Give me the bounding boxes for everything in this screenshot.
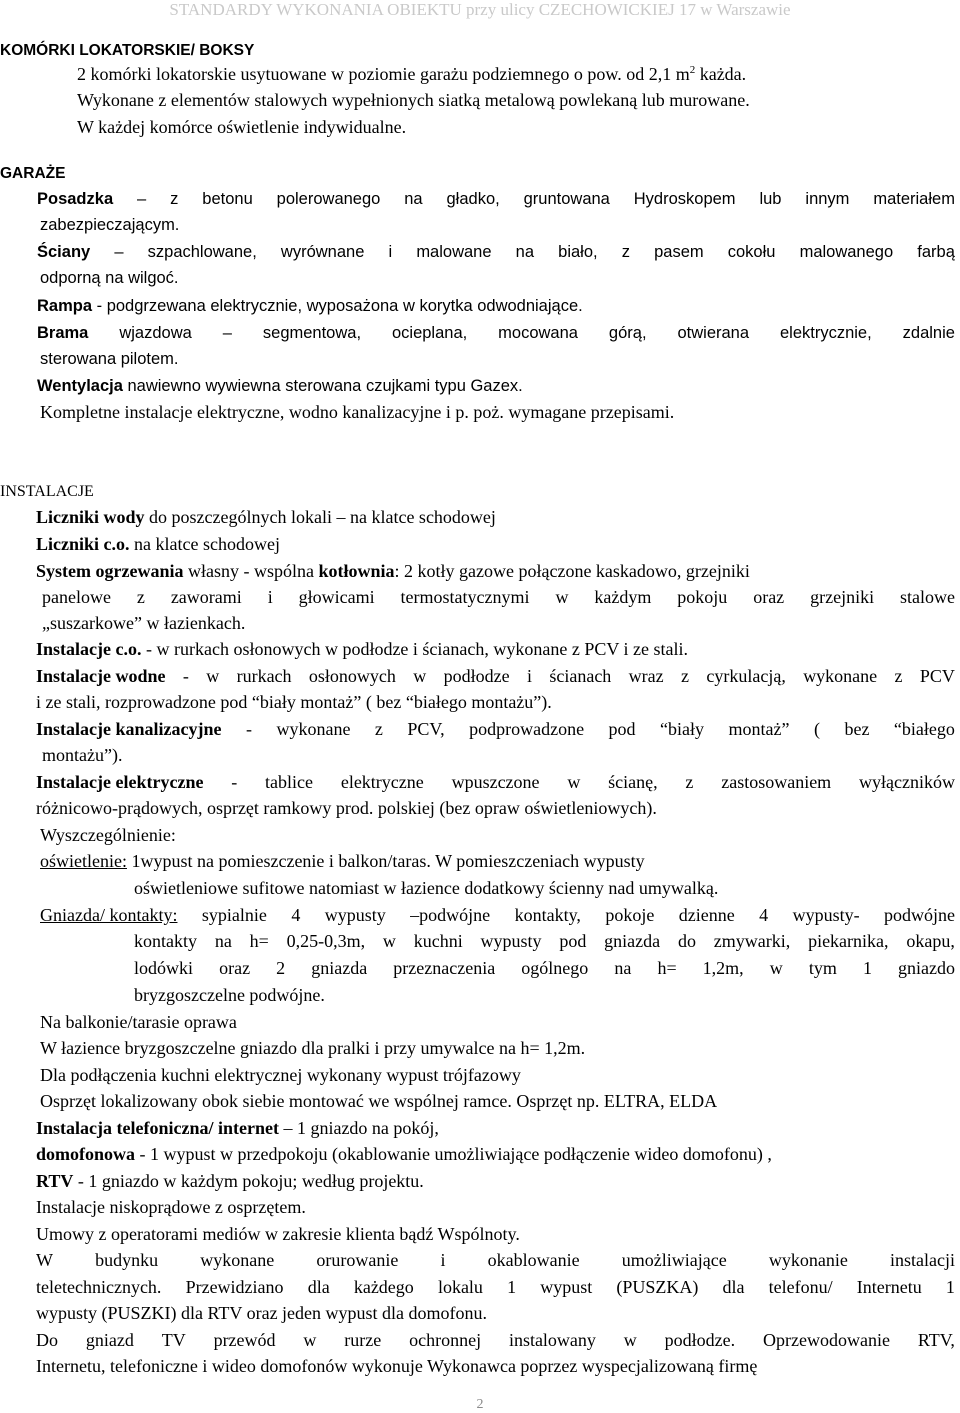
text-word [36,665,166,687]
text-word: wypusty [480,931,542,951]
text-word: farbą [917,243,955,261]
komorki-line-1 [77,63,746,85]
domofon-line [36,1143,772,1165]
page-number: 2 [476,1397,484,1412]
garaze-wentylacja [37,375,523,397]
text-word: teletechnicznych. [36,1277,162,1297]
lazienka-line: W łazience bryzgoszczelne gniazdo dla pralki i przy umywalce na h= 1,2m. [40,1038,586,1058]
text-word: na [614,958,632,978]
text-word: panelowe [42,587,111,607]
text-word: w [567,772,581,792]
text-word: wykonane [276,719,351,739]
text-word: w [303,1330,317,1350]
text-word: 4 [291,905,301,925]
text-word: na [214,931,232,951]
text-run: System ogrzewania [36,561,184,581]
telefoniczna-line [36,1117,439,1139]
text-word: i [267,587,273,607]
gniazda-line-3 [134,957,955,979]
niskopradowe-line: Instalacje niskoprądowe z osprzętem. [36,1197,306,1217]
text-word: 1 [945,1277,955,1297]
text-run: Instalacja telefoniczna/ internet [36,1118,279,1138]
text-word: umożliwiające [621,1250,727,1270]
text-run: każda. [695,64,747,84]
text-word [36,718,221,740]
gniazda-line-1 [40,904,955,926]
tv-line-2: Internetu, telefoniczne i wideo domofonów wykonuje Wykonawca poprzez wyspecjalizowaną firmę [36,1356,758,1376]
komorki-line-2: Wykonane z elementów stalowych wypełnionych siatką metalową powlekaną lub murowane. [77,90,750,110]
text-word: PCV [919,666,955,686]
text-word: wpuszczone [451,772,540,792]
text-run: na klatce schodowej [129,534,280,554]
text-word [36,771,203,793]
text-run: Rampa [37,297,93,315]
text-word: z [685,772,694,792]
text-word: z [170,190,179,208]
text-word: h= [657,958,677,978]
text-word: – [222,324,232,342]
text-run: domofonowa [36,1144,136,1164]
wyszczegolnienie-label: Wyszczególnienie: [40,825,176,845]
text-word [37,322,88,344]
text-word: segmentowa, [262,324,362,342]
text-word: 1 [862,958,872,978]
text-word [37,241,90,263]
text-word: – [137,190,147,208]
text-run: - 1 wypust w przedpokoju (okablowanie umożliwiające podłączenie wideo domofonu) , [135,1144,772,1164]
text-word: innym [805,190,850,208]
text-word: W [36,1250,53,1270]
text-word: z [621,243,630,261]
text-word: ( [813,719,820,739]
text-word: pokoje [605,905,655,925]
text-word: każdego [353,1277,414,1297]
text-word: ścianach [549,666,612,686]
text-run: kotłownia [318,561,395,581]
text-word: – [114,243,124,261]
text-word: wraz [628,666,664,686]
text-word: dzienne [678,905,735,925]
text-run: Instalacje kanalizacyjne [36,719,222,739]
text-word: ogólnego [521,958,589,978]
text-word: stalowe [900,587,955,607]
text-word: elektrycznie, [779,324,872,342]
instalacje-elektryczne [36,771,955,793]
oswietlenie-line [40,850,645,872]
text-run: Instalacje elektryczne [36,772,204,792]
text-word: 4 [759,905,769,925]
text-word: Hydroskopem [633,190,736,208]
garaze-rampa [37,295,583,317]
text-word: RTV, [917,1330,955,1350]
text-word: TV [161,1330,186,1350]
text-run: oświetlenie: [40,851,127,871]
komorki-line-3: W każdej komórce oświetlenie indywidualne. [77,117,407,137]
text-word: gniazda [604,931,661,951]
kuchnia-line: Dla podłączenia kuchni elektrycznej wykonany wypust trójfazowy [40,1065,521,1085]
text-word: materiałem [873,190,955,208]
text-run: Instalacje c.o. [36,639,142,659]
text-word: (PUSZKA) [616,1277,699,1297]
text-word: grzejniki [810,587,875,607]
text-word: cyrkulacją, [706,666,786,686]
text-word: zaworami [170,587,242,607]
text-word: ochronnej [409,1330,482,1350]
text-run: - w rurkach osłonowych w podłodze i ścianach, wykonane z PCV i ze stali. [141,639,689,659]
garaze-sciany [37,241,955,263]
text-word: biało, [558,243,598,261]
text-word: z [374,719,383,739]
text-word: –podwójne [410,905,491,925]
text-word: lub [759,190,782,208]
text-run: 2 komórki lokatorskie usytuowane w poziomie garażu podziemnego o pow. od 2,1 m [77,64,690,84]
text-word: w [623,1330,637,1350]
instalacje-system-line-2 [42,586,955,608]
instalacje-liczniki-co [36,533,280,555]
text-word: wykonane [200,1250,275,1270]
text-word: polerowanego [276,190,381,208]
text-word: dla [722,1277,745,1297]
running-header: STANDARDY WYKONANIA OBIEKTU przy ulicy CZECHOWICKIEJ 17 w Warszawie [169,0,791,19]
text-word: lodówki [134,958,194,978]
garaze-brama-cont: sterowana pilotem. [40,350,179,368]
garaze-brama [37,322,955,344]
text-word: otwierana [677,324,750,342]
text-word: budynku [95,1250,159,1270]
text-word: pod [559,931,587,951]
rtv-line [36,1170,424,1192]
text-word: “białego [893,719,955,739]
text-word: oraz [753,587,785,607]
text-run: Posadzka [37,190,114,208]
text-word: kontakty [134,931,197,951]
text-word: 2 [276,958,286,978]
text-run: Instalacje wodne [36,666,166,686]
text-word: dla [307,1277,330,1297]
text-word: podłodze. [664,1330,736,1350]
text-word: cokołu [727,243,776,261]
text-run: do poszczególnych lokali – na klatce schodowej [144,507,496,527]
text-word: w [382,931,396,951]
balkon-line: Na balkonie/tarasie oprawa [40,1012,237,1032]
text-word: na [404,190,423,208]
text-word: na [515,243,535,261]
text-run: Liczniki c.o. [36,534,130,554]
garaze-posadzka-cont: zabezpieczającym. [40,216,180,234]
text-word: osłonowych [308,666,396,686]
instalacje-wodne-cont: i ze stali, rozprowadzone pod “biały montaż” ( bez “białego montażu”). [36,692,552,712]
instalacje-elektryczne-cont: różnicowo-prądowych, osprzęt ramkowy prod. polskiej (bez opraw oświetleniowych). [36,798,657,818]
text-word: gruntowana [523,190,610,208]
text-word: gniazd [85,1330,134,1350]
text-word: wyrównane [280,243,365,261]
text-run: : 2 kotły gazowe połączone kaskadowo, grzejniki [394,561,750,581]
text-word: i [440,1250,446,1270]
garaze-posadzka [37,188,955,210]
text-word: okapu, [906,931,955,951]
text-word: PCV, [407,719,445,739]
text-word: gniazdo [898,958,955,978]
text-word: wykonane [803,666,878,686]
text-word: Oprzewodowanie [763,1330,890,1350]
text-word: ścianę, [608,772,658,792]
section-heading-garaze: GARAŻE [0,165,66,182]
text-word: do [677,931,696,951]
section-heading-instalacje: INSTALACJE [0,483,94,500]
text-word: podwójne [884,905,955,925]
text-word: piekarnika, [808,931,889,951]
text-run: nawiewno wywiewna sterowana czujkami typu Gazex. [122,377,523,395]
gniazda-line-2 [134,930,955,952]
text-word: betonu [202,190,253,208]
text-word: 1,2m, [702,958,744,978]
text-word: zastosowaniem [721,772,832,792]
text-word: - [231,772,238,792]
tv-line-1 [36,1329,955,1351]
text-word: Do [36,1330,58,1350]
garaze-sciany-cont: odporną na wilgoć. [40,269,179,287]
text-word: orurowanie [316,1250,399,1270]
text-word: wypust [540,1277,593,1297]
text-run: – 1 gniazdo na pokój, [278,1118,439,1138]
budynek-line-2 [36,1276,955,1298]
text-word: oraz [219,958,251,978]
text-word: przewód [213,1330,276,1350]
instalacje-kanalizacyjne-cont: montażu”). [42,745,123,765]
text-word: 1 [507,1277,517,1297]
text-word: i [526,666,532,686]
text-word: sypialnie [201,905,267,925]
text-word: Gniazda/ kontakty: [40,905,178,925]
text-word: Przewidziano [185,1277,284,1297]
text-word: i [388,243,393,261]
text-word: rurze [344,1330,382,1350]
text-word: instalacji [890,1250,955,1270]
text-word: instalowany [508,1330,596,1350]
text-word: zmywarki, [713,931,791,951]
instalacje-co [36,638,688,660]
text-word: termostatycznymi [400,587,530,607]
text-word: wjazdowa [119,324,192,342]
text-word: gniazda [311,958,368,978]
budynek-line-3: wypusty (PUSZKI) dla RTV oraz jeden wypust dla domofonu. [36,1303,488,1323]
text-word: telefonu/ [768,1277,833,1297]
text-run: 2 [689,64,696,76]
text-word: z [136,587,145,607]
text-word: przeznaczenia [393,958,496,978]
text-word: kuchni [413,931,463,951]
text-run: Brama [37,324,89,342]
text-run: - podgrzewana elektrycznie, wyposażona w korytka odwodniające. [92,297,583,315]
text-word: w [206,666,220,686]
garaze-kompletne: Kompletne instalacje elektryczne, wodno kanalizacyjne i p. poż. wymagane przepisami. [40,402,675,422]
instalacje-system-cont: „suszarkowe” w łazienkach. [42,613,246,633]
text-word: wykonanie [768,1250,848,1270]
text-word: malowanego [799,243,894,261]
text-word: okablowanie [487,1250,580,1270]
text-word: w [769,958,783,978]
text-run: własny - wspólna [183,561,319,581]
text-word: - [245,719,252,739]
text-word: montaż” [728,719,790,739]
text-word: ocieplana, [391,324,468,342]
instalacje-kanalizacyjne [36,718,955,740]
text-word: mocowana [498,324,578,342]
budynek-line-1 [36,1249,955,1271]
text-word: “biały [660,719,705,739]
text-word: lokalu [437,1277,483,1297]
text-word: pokoju [677,587,728,607]
text-word: podłodze [443,666,510,686]
text-word: kontakty, [514,905,581,925]
umowy-line: Umowy z operatorami mediów w zakresie klienta bądź Wspólnoty. [36,1224,520,1244]
text-word: wypusty- [792,905,860,925]
text-word: podprowadzone [469,719,585,739]
section-heading-komorki: KOMÓRKI LOKATORSKIE/ BOKSY [0,42,255,59]
text-word: tym [808,958,837,978]
text-word: górą, [608,324,647,342]
text-word: z [681,666,690,686]
text-word: 0,25-0,3m, [286,931,366,951]
osprzet-line: Osprzęt lokalizowany obok siebie montować we wspólnej ramce. Osprzęt np. ELTRA, ELDA [40,1091,718,1111]
text-run: Ściany [37,243,91,261]
text-word: pod [608,719,636,739]
text-word: głowicami [298,587,375,607]
text-run: Wentylacja [37,377,123,395]
text-word: malowane [416,243,492,261]
text-word: - [182,666,189,686]
text-word: gładko, [446,190,500,208]
text-word [37,188,113,210]
text-word: każdym [594,587,652,607]
instalacje-wodne [36,665,955,687]
text-word: elektryczne [340,772,424,792]
gniazda-cont: bryzgoszczelne podwójne. [134,985,325,1005]
text-run: 1wypust na pomieszczenie i balkon/taras. W pomieszczeniach wypusty [126,851,645,871]
text-word: w [413,666,427,686]
text-run: Liczniki wody [36,507,145,527]
text-word: bez [844,719,870,739]
text-word: pasem [654,243,704,261]
text-word: z [894,666,903,686]
text-word: h= [249,931,269,951]
text-word: tablice [265,772,314,792]
text-word: zdalnie [902,324,955,342]
instalacje-system [36,560,750,582]
text-word: szpachlowane, [147,243,257,261]
text-run: RTV [36,1171,74,1191]
oswietlenie-cont: oświetleniowe sufitowe natomiast w łazience dodatkowy ścienny nad umywalką. [134,878,719,898]
text-word: wyłączników [858,772,955,792]
instalacje-liczniki-wody [36,506,496,528]
text-word: wypusty [324,905,386,925]
text-run: - 1 gniazdo w każdym pokoju; według projektu. [73,1171,424,1191]
text-word: Internetu [856,1277,922,1297]
text-word: rurkach [236,666,292,686]
text-word: w [555,587,569,607]
